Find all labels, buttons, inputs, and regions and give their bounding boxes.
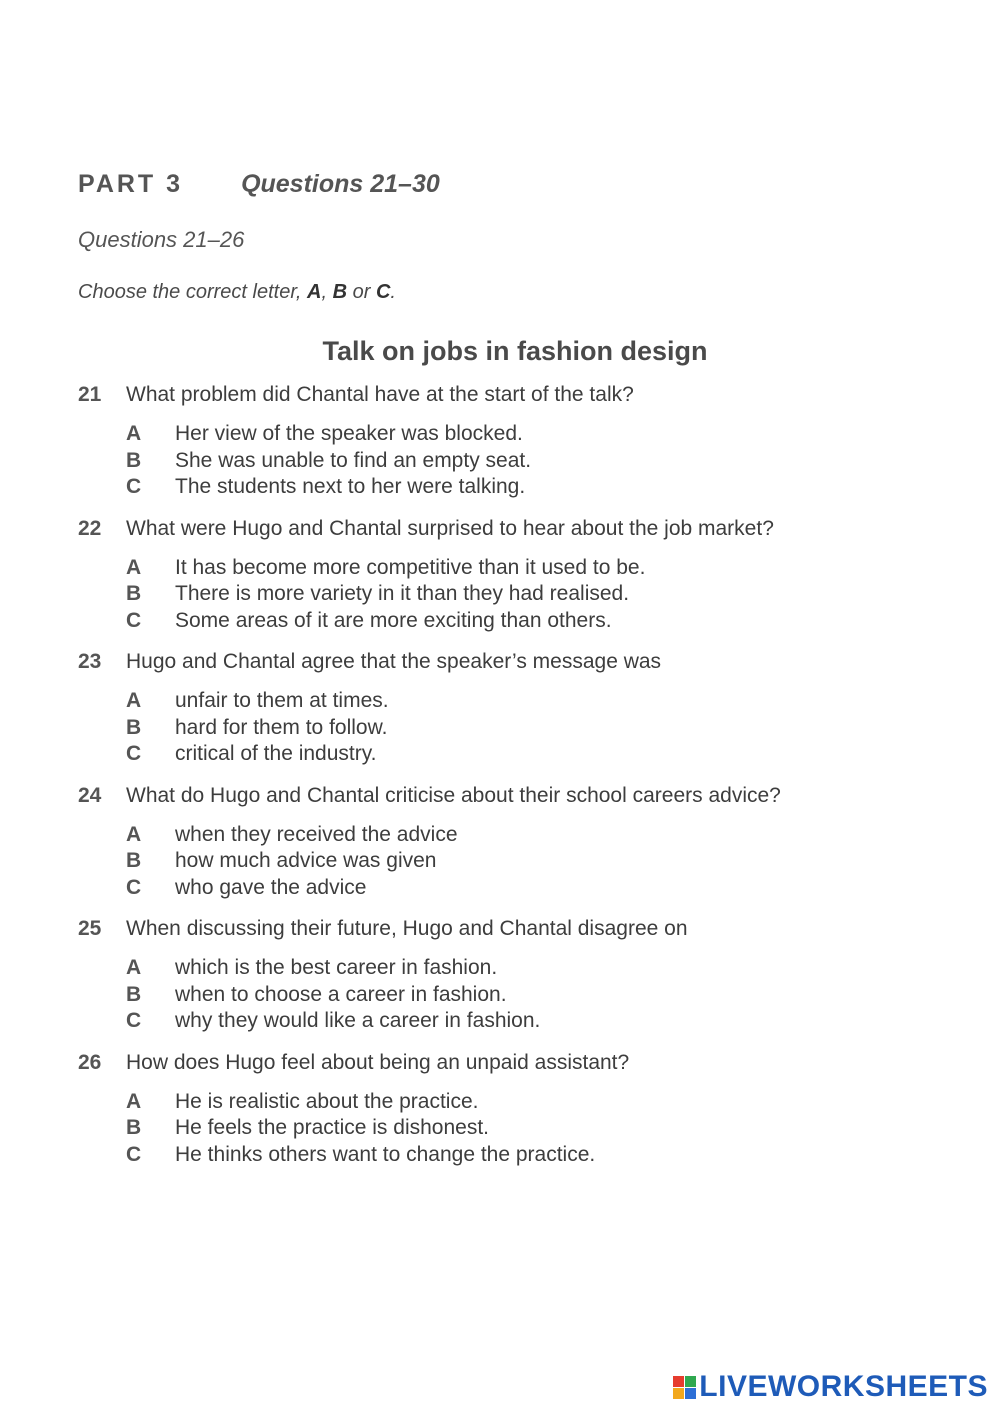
instruction-or: or (352, 281, 371, 303)
option-text: critical of the industry. (175, 742, 377, 765)
watermark-text: LIVEWORKSHEETS (699, 1370, 988, 1403)
part-heading (78, 170, 440, 199)
option-text: hard for them to follow. (175, 715, 388, 739)
option-text: unfair to them at times. (175, 689, 389, 712)
instruction (78, 281, 396, 304)
option-letter: A (126, 956, 142, 979)
option-c[interactable] (126, 1008, 978, 1035)
option-b[interactable] (126, 581, 978, 608)
question-26 (78, 1049, 978, 1169)
option-a[interactable] (126, 1089, 978, 1116)
sub-questions-range: Questions 21–26 (78, 227, 245, 252)
question-text: What problem did Chantal have at the start of the talk? (126, 383, 634, 406)
option-a[interactable] (126, 688, 978, 715)
question-number: 24 (78, 783, 102, 807)
question-text: What were Hugo and Chantal surprised to hear about the job market? (126, 516, 774, 540)
instruction-letter-a: A (307, 281, 322, 303)
option-list (126, 688, 978, 768)
question-text: How does Hugo feel about being an unpaid assistant? (126, 1050, 630, 1074)
instruction-comma: , (321, 281, 328, 303)
option-text: Some areas of it are more exciting than others. (175, 608, 612, 632)
option-b[interactable] (126, 848, 978, 875)
option-b[interactable] (126, 982, 978, 1009)
instruction-period: . (390, 281, 396, 303)
option-letter: A (126, 555, 142, 579)
option-text: She was unable to find an empty seat. (175, 448, 532, 472)
option-text: There is more variety in it than they had realised. (175, 582, 630, 605)
option-letter: B (126, 448, 142, 472)
option-letter: B (126, 982, 142, 1006)
question-number: 23 (78, 650, 102, 673)
instruction-prefix: Choose the correct letter, (78, 281, 302, 303)
option-b[interactable] (126, 1115, 978, 1142)
option-text: who gave the advice (175, 875, 367, 899)
question-list (78, 381, 978, 1182)
option-c[interactable] (126, 741, 978, 768)
part-label: PART 3 (78, 170, 184, 198)
question-text: What do Hugo and Chantal criticise about their school careers advice? (126, 783, 781, 807)
option-list (126, 822, 978, 902)
option-b[interactable] (126, 715, 978, 742)
option-text: how much advice was given (175, 849, 437, 872)
instruction-letter-b: B (332, 281, 348, 303)
option-c[interactable] (126, 474, 978, 501)
question-text: When discussing their future, Hugo and Chantal disagree on (126, 917, 688, 940)
option-text: when to choose a career in fashion. (175, 982, 507, 1006)
option-list (126, 1089, 978, 1169)
liveworksheets-logo-icon (673, 1376, 696, 1399)
question-25 (78, 915, 978, 1035)
liveworksheets-watermark (673, 1370, 988, 1404)
option-c[interactable] (126, 875, 978, 902)
question-21 (78, 381, 978, 501)
option-list (126, 955, 978, 1035)
option-list (126, 421, 978, 501)
question-number: 26 (78, 1050, 102, 1074)
option-a[interactable] (126, 421, 978, 448)
question-22 (78, 515, 978, 635)
option-letter: B (126, 715, 142, 739)
option-text: The students next to her were talking. (175, 475, 526, 498)
question-text: Hugo and Chantal agree that the speaker’s message was (126, 650, 662, 673)
option-letter: A (126, 1089, 142, 1113)
option-letter: C (126, 608, 142, 632)
option-text: Her view of the speaker was blocked. (175, 422, 523, 445)
question-23 (78, 648, 978, 768)
option-letter: A (126, 422, 142, 445)
option-a[interactable] (126, 555, 978, 582)
option-letter: B (126, 582, 142, 605)
option-letter: C (126, 475, 142, 498)
option-letter: C (126, 1142, 142, 1166)
option-text: which is the best career in fashion. (175, 956, 498, 979)
option-letter: C (126, 742, 142, 765)
instruction-letter-c: C (375, 281, 391, 303)
option-text: He thinks others want to change the practice. (175, 1142, 596, 1166)
question-number: 22 (78, 516, 102, 540)
question-number: 21 (78, 383, 102, 406)
option-letter: C (126, 1009, 142, 1032)
option-letter: B (126, 1116, 142, 1139)
option-c[interactable] (126, 608, 978, 635)
option-letter: A (126, 822, 142, 846)
option-text: He is realistic about the practice. (175, 1089, 479, 1113)
option-list (126, 555, 978, 635)
option-b[interactable] (126, 448, 978, 475)
option-c[interactable] (126, 1142, 978, 1169)
question-24 (78, 782, 978, 902)
option-letter: A (126, 689, 142, 712)
option-text: He feels the practice is dishonest. (175, 1116, 489, 1139)
option-text: It has become more competitive than it used to be. (175, 555, 646, 579)
option-letter: B (126, 849, 142, 872)
option-text: when they received the advice (175, 822, 458, 846)
option-text: why they would like a career in fashion. (175, 1009, 541, 1032)
question-number: 25 (78, 917, 102, 940)
option-a[interactable] (126, 955, 978, 982)
page-title: Talk on jobs in fashion design (322, 336, 708, 366)
option-a[interactable] (126, 822, 978, 849)
part-questions-range: Questions 21–30 (241, 170, 440, 198)
option-letter: C (126, 875, 142, 899)
